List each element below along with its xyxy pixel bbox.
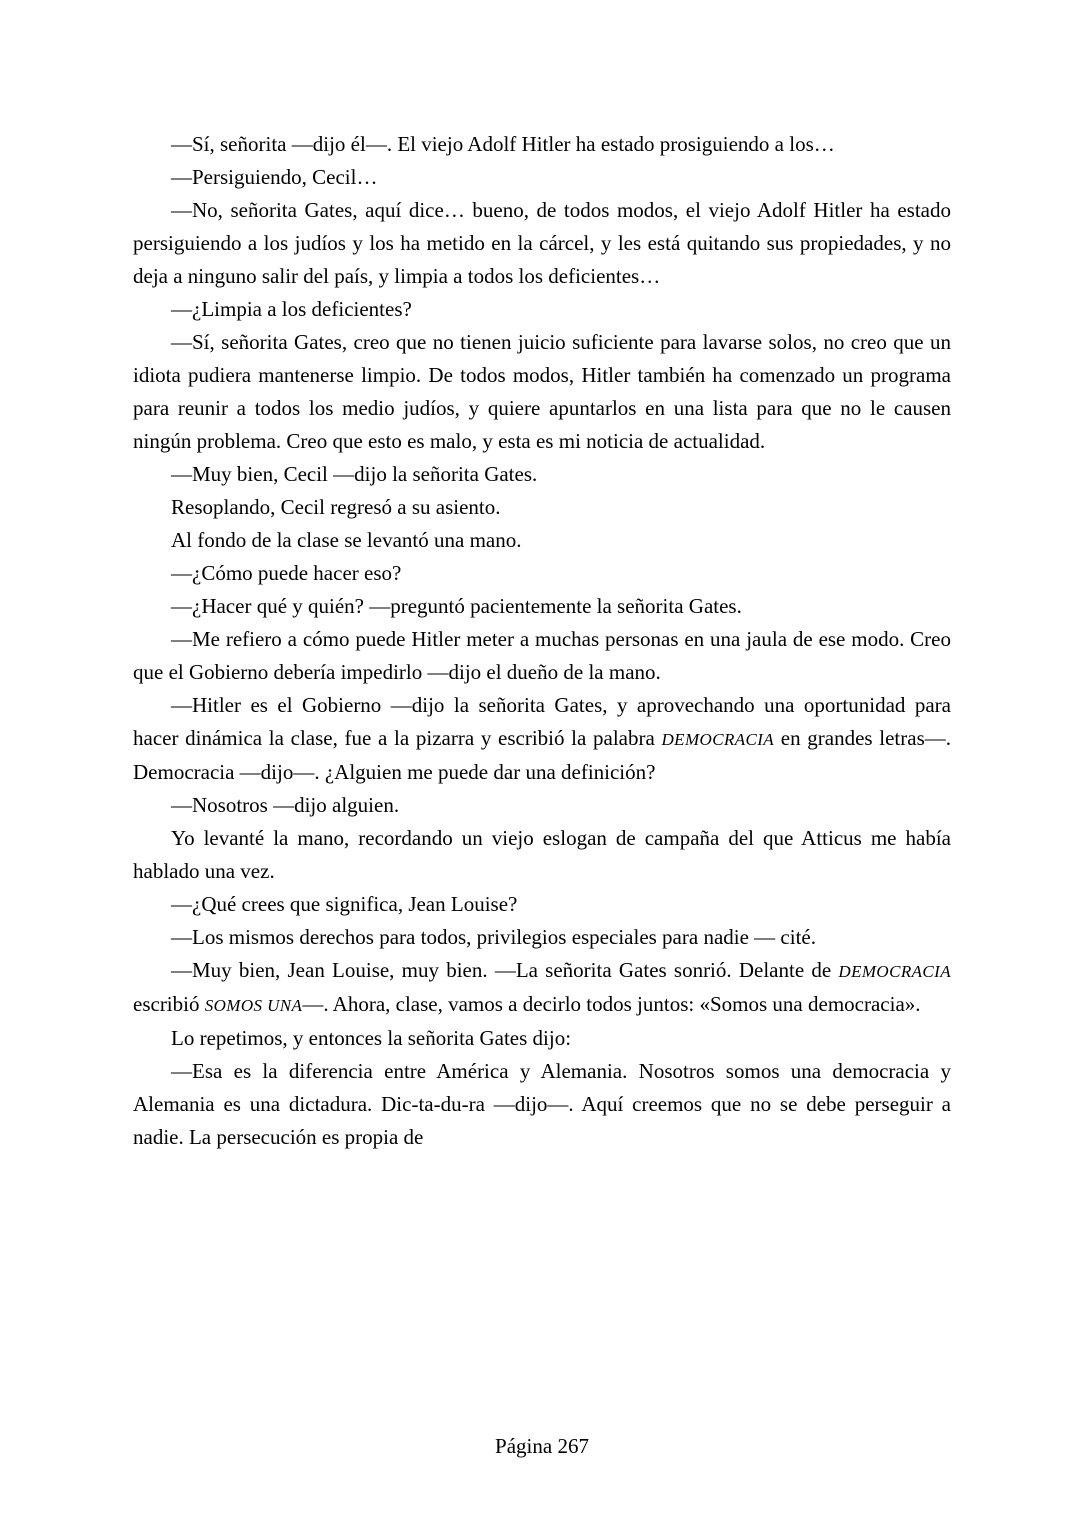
body-text: —¿Qué crees que significa, Jean Louise?: [171, 892, 518, 916]
body-text: —Muy bien, Jean Louise, muy bien. —La señorita Gates sonrió. Delante de: [171, 958, 839, 982]
paragraph: [133, 921, 951, 954]
body-text: —Nosotros —dijo alguien.: [171, 793, 400, 817]
body-text: Al fondo de la clase se levantó una mano.: [171, 528, 522, 552]
paragraph: [133, 293, 951, 326]
paragraph: [133, 128, 951, 161]
body-text: —Muy bien, Cecil —dijo la señorita Gates.: [171, 462, 538, 486]
page-text: [133, 128, 951, 1154]
paragraph: [133, 822, 951, 888]
paragraph: [133, 1022, 951, 1055]
paragraph: [133, 557, 951, 590]
paragraph: [133, 623, 951, 689]
smallcaps-text: SOMOS UNA: [204, 996, 303, 1015]
body-text: —Esa es la diferencia entre América y Alemania. Nosotros somos una democracia y Alemania es una dictadura. Dic-ta-du-ra —dijo—. Aquí creemos que no se debe perseguir a nadie. La persecución es propia de: [133, 1059, 951, 1149]
paragraph: [133, 888, 951, 921]
smallcaps-text: DEMOCRACIA: [838, 962, 951, 981]
paragraph: [133, 590, 951, 623]
body-text: Lo repetimos, y entonces la señorita Gates dijo:: [171, 1026, 572, 1050]
body-text: —Sí, señorita —dijo él—. El viejo Adolf Hitler ha estado prosiguiendo a los…: [171, 132, 835, 156]
body-text: —¿Cómo puede hacer eso?: [171, 561, 402, 585]
paragraph: [133, 954, 951, 1022]
paragraph: [133, 161, 951, 194]
body-text: —Persiguiendo, Cecil…: [171, 165, 378, 189]
paragraph: [133, 326, 951, 458]
paragraph: [133, 458, 951, 491]
paragraph: [133, 689, 951, 789]
paragraph: [133, 491, 951, 524]
body-text: —Los mismos derechos para todos, privilegios especiales para nadie — cité.: [171, 925, 816, 949]
body-text: —No, señorita Gates, aquí dice… bueno, de todos modos, el viejo Adolf Hitler ha estado persiguiendo a los judíos y los ha metido en la cárcel, y les está quitando sus propiedades, y no deja a ninguno salir del país, y limpia a todos los deficientes…: [133, 198, 951, 288]
paragraph: [133, 194, 951, 293]
paragraph: [133, 524, 951, 557]
body-text: —¿Limpia a los deficientes?: [171, 297, 412, 321]
body-text: —¿Hacer qué y quién? —preguntó pacientemente la señorita Gates.: [171, 594, 742, 618]
body-text: —Sí, señorita Gates, creo que no tienen juicio suficiente para lavarse solos, no creo que un idiota pudiera mantenerse limpio. De todos modos, Hitler también ha comenzado un programa para reunir a todos los medio judíos, y quiere apuntarlos en una lista para que no le causen ningún problema. Creo que esto es malo, y esta es mi noticia de actualidad.: [133, 330, 951, 453]
paragraph: [133, 1055, 951, 1154]
smallcaps-text: DEMOCRACIA: [661, 730, 775, 749]
page-number: Página 267: [495, 1434, 589, 1458]
body-text: escribió: [133, 992, 205, 1016]
body-text: en grandes letras—. Democracia —dijo—. ¿Alguien me puede dar una definición?: [133, 726, 951, 784]
body-text: —Hitler es el Gobierno —dijo la señorita Gates, y aprovechando una oportunidad para hacer dinámica la clase, fue a la pizarra y escribió la palabra: [133, 693, 951, 750]
body-text: —Me refiero a cómo puede Hitler meter a muchas personas en una jaula de ese modo. Creo que el Gobierno debería impedirlo —dijo el dueño de la mano.: [133, 627, 951, 684]
body-text: Yo levanté la mano, recordando un viejo eslogan de campaña del que Atticus me había hablado una vez.: [133, 826, 951, 883]
body-text: Resoplando, Cecil regresó a su asiento.: [171, 495, 501, 519]
body-text: —. Ahora, clase, vamos a decirlo todos juntos: «Somos una democracia».: [302, 992, 921, 1016]
paragraph: [133, 789, 951, 822]
